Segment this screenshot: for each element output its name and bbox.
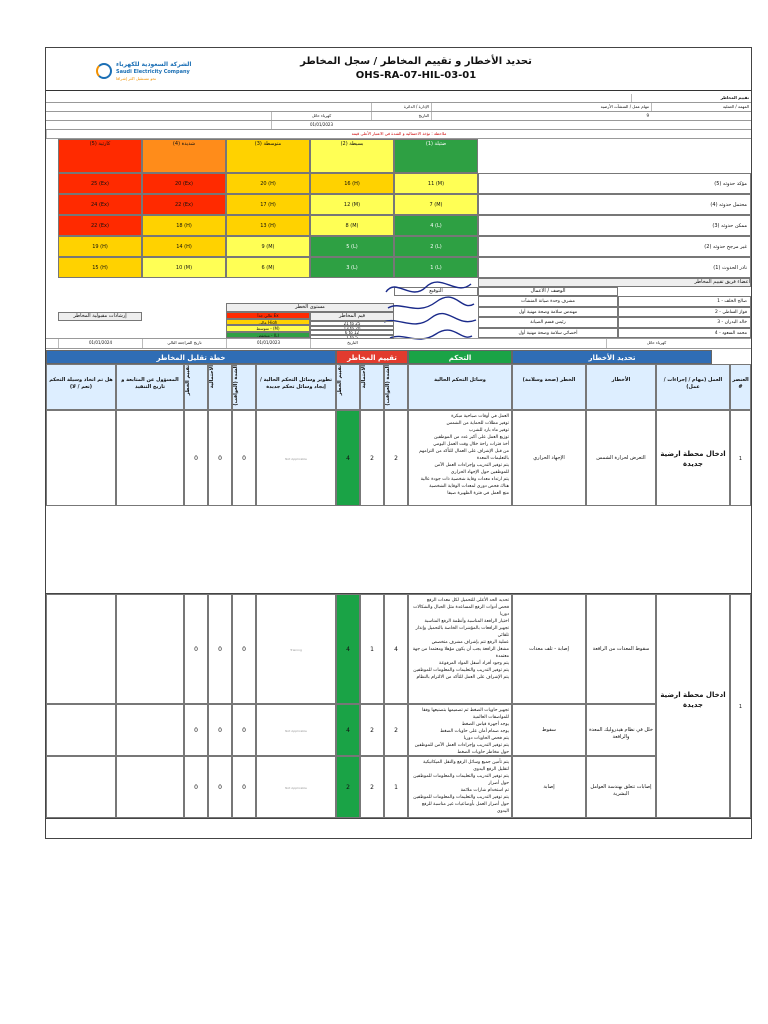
note: ملاحظة : تؤخذ الاحتمالية و الشدة في الاعتبار الأعلى قيمة — [46, 130, 751, 138]
col-improve: تطوير وسائل التحكم الحالية / إيجاد وسائل تحكم جديدة — [256, 364, 336, 410]
row-risk: إصابة — [512, 756, 586, 818]
row-residual-likelihood: 0 — [208, 410, 232, 506]
severity-col-1: ضئيلة (1) — [394, 139, 478, 173]
row-controls: العمل في أوقات صباحية مبكرة توفير مظلات للحماية من الشمس توفير ماء بارد للشرب توزيع العمل على أكبر عدد من الموظفين أخذ فترات راحة خلال وقت العمل اليومي من قبل الإشراف على العمال للتأكد من التزامهم بالتعليمات المعدة يتم توفير التدريب وإجراءات العمل الآمن للموظفين حول الإجهاد الحراري يتم ارتداء معدات وقاية شخصية ذات جودة عالية هناك فحص دوري لمعدات الوقاية الشخصية منع العمل في فترة الظهيرة صيفا — [408, 410, 512, 506]
col-risk: الخطر (صحة وسلامة) — [512, 364, 586, 410]
row-residual-severity: 0 — [232, 410, 256, 506]
level-label: عالي جداً Ex — [226, 312, 310, 319]
matrix-cell: 10 (M) — [142, 257, 226, 278]
info-row-note — [46, 130, 751, 139]
severity-col-3: متوسطة (3) — [226, 139, 310, 173]
col-owner: المسؤول عن المتابعة و تاريخ التنفيذ — [116, 364, 184, 410]
matrix-cell: 16 (H) — [310, 173, 394, 194]
matrix-cell: 2 (L) — [394, 236, 478, 257]
row-hazard: خلل في نظام هيدروليك المعدة والرافعة — [586, 704, 656, 756]
info-row-section — [46, 94, 751, 103]
row-residual-severity: 0 — [232, 704, 256, 756]
row-severity: 2 — [384, 410, 408, 506]
row-residual-score: 0 — [184, 594, 208, 704]
team-member-name: فواز الساطي - 2 — [618, 307, 751, 318]
row-severity: 1 — [384, 756, 408, 818]
row-action — [46, 756, 116, 818]
row-improve: Not Applicable — [256, 704, 336, 756]
row-hazard: التعرض لحرارة الشمس — [586, 410, 656, 506]
team-member-name: محمد السعود - 4 — [618, 328, 751, 339]
section-label: تقييم المخاطر — [631, 94, 751, 102]
row-improve: Not Applicable — [256, 410, 336, 506]
row-residual-likelihood: 0 — [208, 756, 232, 818]
date-label: التاريخ — [371, 112, 431, 120]
group2-activity: ادخال محطة ارضية جديدة — [656, 594, 730, 818]
level-label: متوسط - (M) — [226, 325, 310, 332]
sec-logo-icon — [96, 63, 112, 79]
row-controls: يتم تأمين جميع وسائل الرفع والنقل الميكانيكية لتقليل الرفع اليدوي يتم توفير التدريب والتعليمات والمعلومات للموظفين حول أضرار تم استخدام شارات ملائمة يتم توفير التدريب والتعليمات والمعلومات للموظفين حول أضرار العمل بأوضاعيات غير مناسبة للرفع اليدوي — [408, 756, 512, 818]
dept-label: الإدارة / الدائرة — [371, 103, 431, 111]
company-name-en: Saudi Electricity Company — [116, 69, 190, 75]
row-owner — [116, 756, 184, 818]
levels-title: مستوى الخطر — [226, 303, 394, 312]
row-hazard: سقوط المعدات من الرافعة — [586, 594, 656, 704]
col-score: تقييم الخطر — [336, 364, 360, 410]
approver: كهرباء حائل — [606, 339, 706, 348]
level-range: 21 to 25 — [310, 321, 394, 326]
matrix-cell: 20 (Ex) — [142, 173, 226, 194]
matrix-cell: 24 (Ex) — [58, 194, 142, 215]
row-action — [46, 594, 116, 704]
row-severity: 2 — [384, 704, 408, 756]
section-control: التحكم — [408, 350, 512, 364]
col-controls: وسائل التحكم الحالية — [408, 364, 512, 410]
col-residual-score: تقييم الخطر — [184, 364, 208, 410]
col-action: هل تم اتخاذ وسيلة التحكم (نعم / لا) — [46, 364, 116, 410]
row-action — [46, 704, 116, 756]
col-activity: العمل (مهام / إجراءات / عمل) — [656, 364, 730, 410]
team-member-role: مشرف وحدة صيانة المنشآت — [478, 296, 618, 307]
row-residual-score: 0 — [184, 704, 208, 756]
matrix-cell: 20 (H) — [226, 173, 310, 194]
guide-title: إرشادات مقبولية المخاطر — [58, 312, 142, 321]
company-tagline: نحو مستقبل اكثر إشراقا — [116, 76, 157, 81]
matrix-cell: 22 (Ex) — [58, 215, 142, 236]
likelihood-label: ممكن حدوثه (3) — [478, 215, 751, 236]
row-risk: الإجهاد الحراري — [512, 410, 586, 506]
document-title: تحديد الأخطار و تقييم المخاطر / سجل المخاطر — [300, 56, 532, 67]
section-plan: خطة تقليل المخاطر — [46, 350, 336, 364]
num-value: 9 — [431, 112, 651, 120]
severity-header-row — [46, 139, 751, 173]
review-date-value: 01/01/2023 — [226, 339, 310, 348]
row-improve: Training — [256, 594, 336, 704]
row-likelihood: 2 — [360, 704, 384, 756]
severity-col-2: بسيطة (2) — [310, 139, 394, 173]
row-num: 1 — [730, 410, 751, 506]
row-score: 4 — [336, 594, 360, 704]
row-score: 4 — [336, 410, 360, 506]
info-row-date — [46, 121, 751, 130]
severity-col-4: شديدة (4) — [142, 139, 226, 173]
row-controls: تجهيز حاويات الضغط ثم تصميمها بتصنيعها وفقا للمواصفات العالمية يوجد أجهزة قياس الضغط يوجد صمام أمان على حاويات الضغط يتم فحص الحاويات دوريا يتم توفير التدريب وإجراءات العمل الآمن للموظفين حول مخاطر حاويات الضغط — [408, 704, 512, 756]
section-evaluate: تقييم المخاطر — [336, 350, 408, 364]
team-member-name: صالح الخلف - 1 — [618, 296, 751, 307]
group2-num: 1 — [730, 594, 751, 818]
row-action — [46, 410, 116, 506]
document-header — [46, 48, 751, 91]
matrix-cell: 17 (H) — [226, 194, 310, 215]
matrix-cell: 5 (L) — [310, 236, 394, 257]
date-value: 01/01/2023 — [271, 121, 371, 129]
matrix-cell: 18 (H) — [142, 215, 226, 236]
row-risk: إصابة - تلف معدات — [512, 594, 586, 704]
range-title: قيم المخاطر — [310, 312, 394, 321]
review-row — [46, 338, 751, 349]
level-label: عالي High — [226, 319, 310, 326]
next-review-value: 01/01/2024 — [58, 339, 142, 348]
row-residual-severity: 0 — [232, 756, 256, 818]
level-range: 1 to 5 — [310, 335, 394, 340]
row-severity: 4 — [384, 594, 408, 704]
likelihood-label: غير مرجح حدوثه (2) — [478, 236, 751, 257]
matrix-cell: 7 (M) — [394, 194, 478, 215]
row-improve: Not Applicable — [256, 756, 336, 818]
team-col-role: الوصف / الأعمال — [478, 287, 618, 296]
row-likelihood: 1 — [360, 594, 384, 704]
matrix-cell: 3 (L) — [310, 257, 394, 278]
row-likelihood: 2 — [360, 410, 384, 506]
matrix-cell: 12 (M) — [310, 194, 394, 215]
row-owner — [116, 704, 184, 756]
matrix-cell: 9 (M) — [226, 236, 310, 257]
row-owner — [116, 594, 184, 704]
row-residual-score: 0 — [184, 410, 208, 506]
col-residual-severity: الشدة (العواقب) — [232, 364, 256, 410]
row-risk: سقوط — [512, 704, 586, 756]
section-identify: تحديد الأخطار — [512, 350, 712, 364]
likelihood-label: محتمل حدوثه (4) — [478, 194, 751, 215]
col-severity: الشدة (العواقب) — [384, 364, 408, 410]
company-logo — [96, 61, 192, 87]
matrix-cell: 11 (M) — [394, 173, 478, 194]
matrix-cell: 14 (H) — [142, 236, 226, 257]
matrix-cell: 1 (L) — [394, 257, 478, 278]
level-range: 6 to 12 — [310, 330, 394, 335]
review-date-label: التاريخ — [310, 339, 394, 348]
matrix-cell: 25 (Ex) — [58, 173, 142, 194]
row-hazard: إصابات تتعلق بهندسة العوامل البشرية — [586, 756, 656, 818]
severity-col-5: كارثية (5) — [58, 139, 142, 173]
col-num: العنصر # — [730, 364, 751, 410]
info-row-work — [46, 103, 751, 112]
likelihood-label: نادر الحدوث (1) — [478, 257, 751, 278]
likelihood-label: مؤكد حدوثه (5) — [478, 173, 751, 194]
team-member-role: مهندس سلامة وصحة مهنية أول — [478, 307, 618, 318]
row-score: 2 — [336, 756, 360, 818]
matrix-cell: 19 (H) — [58, 236, 142, 257]
row-residual-score: 0 — [184, 756, 208, 818]
team-member-role: رئيس قسم الصيانة — [478, 317, 618, 328]
matrix-cell: 22 (Ex) — [142, 194, 226, 215]
matrix-cell: 6 (M) — [226, 257, 310, 278]
row-likelihood: 2 — [360, 756, 384, 818]
row-residual-likelihood: 0 — [208, 704, 232, 756]
matrix-cell: 15 (H) — [58, 257, 142, 278]
team-title: أعضاء فريق تقييم المخاطر — [478, 278, 751, 287]
risk-register-sheet-2 — [45, 593, 752, 819]
work-value: مهام عمل / المنشآت الأرضية — [431, 103, 651, 111]
team-col-signature: التوقيع — [394, 287, 478, 296]
document-code: OHS-RA-07-HIL-03-01 — [355, 70, 477, 81]
info-row-num — [46, 112, 751, 121]
matrix-cell: 13 (H) — [226, 215, 310, 236]
row-score: 4 — [336, 704, 360, 756]
matrix-cell: 4 (L) — [394, 215, 478, 236]
level-range: 13 to 20 — [310, 326, 394, 331]
row-controls: تحديد الحد الأعلى للتحميل لكل معدات الرفع فحص أدوات الرفع المساعدة مثل الحبال والشكالات دوريا اختيار الرافعة المناسبة وأنظمة الرفع المناسبة تجهيز الرافعات بالمؤشرات الخاصة بالتحميل وإنذار تلقائي عملية الرفع تتم بإشراف مشرف متخصص مشغل الرافعة يجب أن يكون مؤهلا ومعتمدا من جهة معتمدة يتم وجود أفراد أسفل المواد المرفوعة يتم توفير التدريب والتعليمات والمعلومات للموظفين يتم الإشراف على العمل للتأكد من الالتزام بالنظام — [408, 594, 512, 704]
col-hazard: الأخطار — [586, 364, 656, 410]
next-review-label: تاريخ المراجعة التالي — [142, 339, 226, 348]
col-likelihood: الاحتمالية — [360, 364, 384, 410]
level-label: منخفض - (L) — [226, 332, 310, 339]
row-residual-likelihood: 0 — [208, 594, 232, 704]
team-member-role: أخصائي سلامة وصحة مهنية أول — [478, 328, 618, 339]
company-name-ar: الشركة السعودية للكهرباء — [116, 61, 192, 68]
row-owner — [116, 410, 184, 506]
col-residual-likelihood: الاحتمالية — [208, 364, 232, 410]
row-activity: ادخال محطة ارضية جديدة — [656, 410, 730, 506]
team-member-name: خالد البدران - 3 — [618, 317, 751, 328]
row-residual-severity: 0 — [232, 594, 256, 704]
region-value: كهرباء حائل — [271, 112, 371, 120]
matrix-cell: 8 (M) — [310, 215, 394, 236]
work-label: المهمة / العملية — [651, 103, 751, 111]
